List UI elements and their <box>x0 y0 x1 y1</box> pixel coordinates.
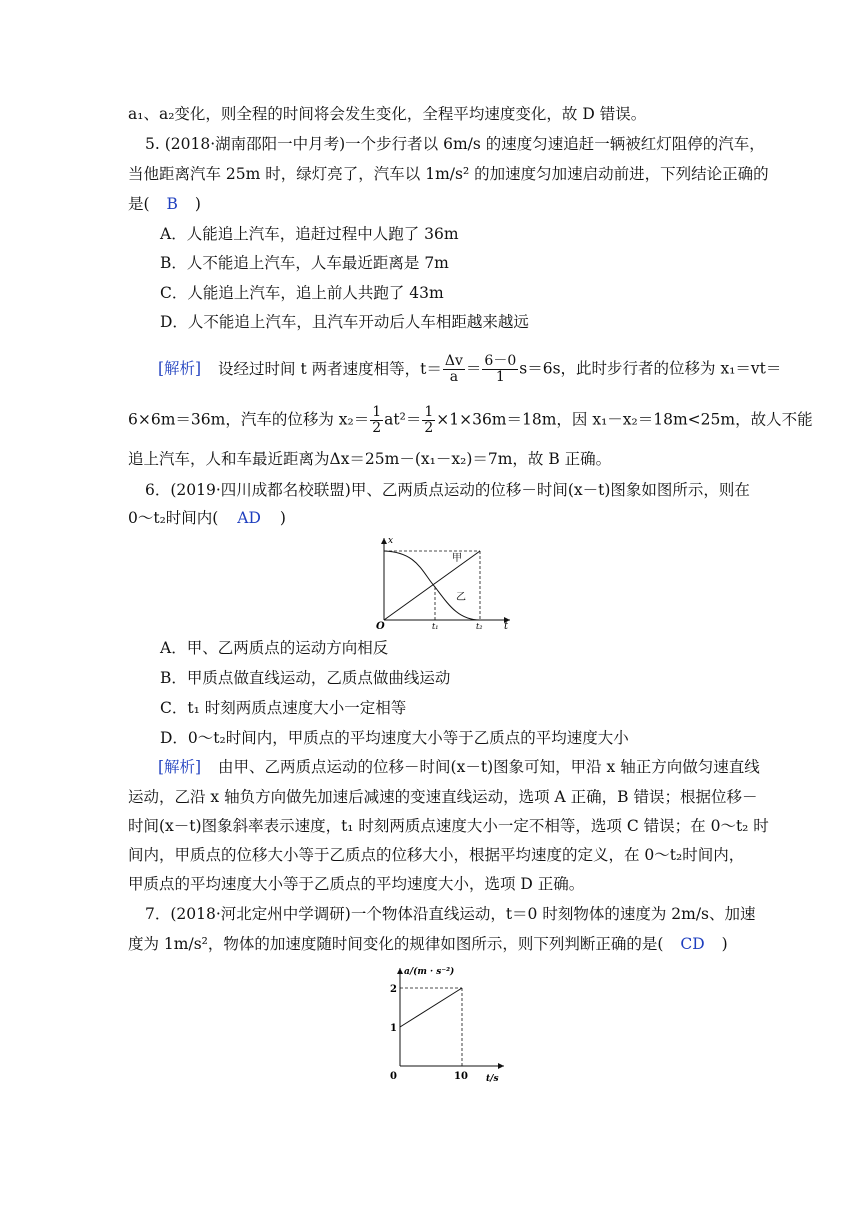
q7-x-label: t/s <box>486 1074 499 1084</box>
q6-explanation-line-1: [解析] 由甲、乙两质点运动的位移－时间(x－t)图象可知，甲沿 x 轴正方向做匀速直线 <box>158 758 760 776</box>
q5-explanation-line-3: 追上汽车，人和车最近距离为Δx＝25m－(x₁－x₂)＝7m，故 B 正确。 <box>128 450 612 468</box>
q5-ex1-post: s＝6s，此时步行者的位移为 x₁＝vt＝ <box>519 359 782 378</box>
q5-stem-line-3 <box>128 194 201 214</box>
q6-label-jia: 甲 <box>452 553 462 564</box>
q5-fraction-6-1: $\frac{6-0}{1}$ <box>484 353 517 385</box>
q5-option-d: D．人不能追上汽车，且汽车开动后人车相距越来越远 <box>160 313 529 331</box>
q6-explanation-line-4: 间内，甲质点的位移大小等于乙质点的位移大小，根据平均速度的定义，在 0～t₂时间内， <box>128 846 745 864</box>
q6-t2-label: t₂ <box>476 622 483 631</box>
q6-y-label: x <box>388 536 394 546</box>
q6-xt-graph <box>372 532 517 632</box>
q7-tick-10: 10 <box>454 1071 468 1082</box>
q7-tick-1: 1 <box>390 1023 397 1034</box>
q7-a-line <box>400 988 462 1027</box>
q5-stem-line-1: 5. (2018·湖南邵阳一中月考)一个步行者以 6m/s 的速度匀速追赶一辆被红灯阻停的汽车， <box>145 135 765 153</box>
q7-y-label: a/(m · s⁻²) <box>404 967 455 977</box>
q6-origin: O <box>376 621 385 632</box>
q6-explanation-line-5: 甲质点的平均速度大小等于乙质点的平均速度大小，选项 D 正确。 <box>128 875 585 893</box>
q6-explanation-line-3: 时间(x－t)图象斜率表示速度，t₁ 时刻两质点速度大小一定不相等，选项 C 错误；在 0～t₂ 时 <box>128 817 769 835</box>
q7-stem-line-1: 7．(2018·河北定州中学调研)一个物体沿直线运动，t＝0 时刻物体的速度为 2m/s、加速 <box>145 905 756 923</box>
q5-answer: B <box>166 195 178 213</box>
q6-option-a: A．甲、乙两质点的运动方向相反 <box>160 639 389 657</box>
q6-jiexi-tag: [解析] <box>158 758 202 776</box>
q6-label-yi: 乙 <box>456 592 466 603</box>
q5-option-a: A．人能追上汽车，追赶过程中人跑了 36m <box>160 225 459 243</box>
q6-t1-label: t₁ <box>432 622 439 631</box>
q6-stem-line-1: 6．(2019·四川成都名校联盟)甲、乙两质点运动的位移－时间(x－t)图象如图所示，则在 <box>145 481 750 499</box>
q6-x-label: t <box>504 621 509 632</box>
q6-explanation-line-2: 运动，乙沿 x 轴负方向做先加速后减速的变速直线运动，选项 A 正确，B 错误；根据位移－ <box>128 788 758 806</box>
q5-fraction-dv-a: $\frac{\Delta v}{a}$ <box>444 353 463 385</box>
q5-stem-open: 是( <box>128 195 150 213</box>
q7-stem-line-2: 度为 1m/s²，物体的加速度随时间变化的规律如图所示，则下列判断正确的是( CD ) <box>128 935 728 953</box>
q5-explanation-line-1: [解析] 设经过时间 t 两者速度相等，t＝ $\frac{\Delta v}{a}$ ＝ $\frac{6-0}{1}$ s＝6s，此时步行者的位移为 x₁＝vt＝ <box>158 353 782 385</box>
q5-fraction-half-2: $\frac{1}{2}$ <box>424 404 434 436</box>
q5-stem-close: ) <box>194 195 201 213</box>
q6-line-jia <box>384 551 480 620</box>
q5-option-b: B．人不能追上汽车，人车最近距离是 7m <box>160 254 449 272</box>
q5-stem-line-2: 当他距离汽车 25m 时，绿灯亮了，汽车以 1m/s² 的加速度匀加速启动前进，下列结论正确的 <box>128 165 769 183</box>
q7-tick-2: 2 <box>390 984 397 995</box>
q6-option-d: D．0～t₂时间内，甲质点的平均速度大小等于乙质点的平均速度大小 <box>160 729 629 747</box>
q5-explanation-line-2: 6×6m＝36m，汽车的位移为 x₂＝ $\frac{1}{2}$ at²＝ $\frac{1}{2}$ ×1×36m＝18m，因 x₁－x₂＝18m<25m，故人不能 <box>128 404 813 436</box>
q6-option-c: C．t₁ 时刻两质点速度大小一定相等 <box>160 699 407 717</box>
q6-stem-line-2: 0～t₂时间内( AD ) <box>128 509 286 527</box>
q5-fraction-half-1: $\frac{1}{2}$ <box>372 404 382 436</box>
prev-solution-tail: a₁、a₂变化，则全程的时间将会发生变化，全程平均速度变化，故 D 错误。 <box>128 105 647 123</box>
q7-origin: 0 <box>390 1071 397 1082</box>
q5-ex1-pre: 设经过时间 t 两者速度相等，t＝ <box>218 359 442 378</box>
q5-jiexi-tag: [解析] <box>158 359 202 378</box>
q6-answer: AD <box>237 509 261 527</box>
q7-at-graph <box>376 962 516 1086</box>
q6-option-b: B．甲质点做直线运动，乙质点做曲线运动 <box>160 669 451 687</box>
q5-option-c: C．人能追上汽车，追上前人共跑了 43m <box>160 284 444 302</box>
q7-answer: CD <box>680 935 705 953</box>
